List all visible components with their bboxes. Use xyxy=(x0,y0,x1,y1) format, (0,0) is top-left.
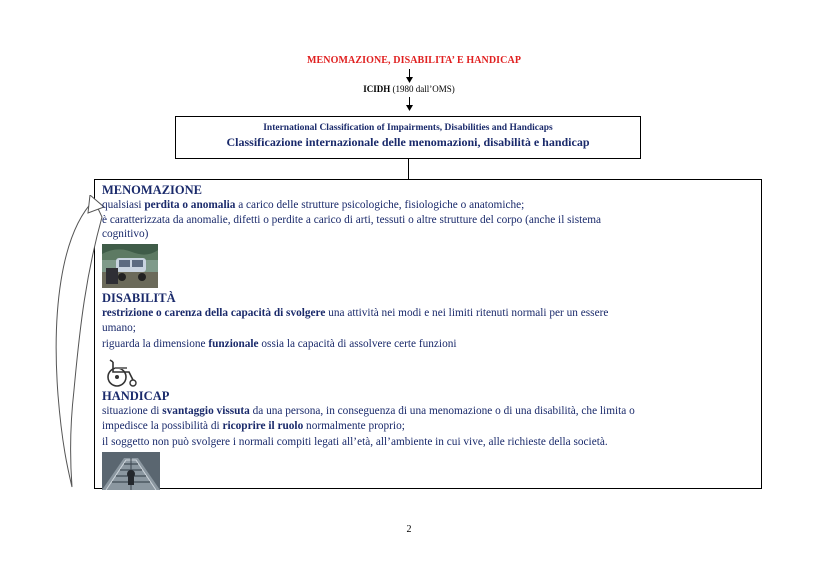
classification-italian: Classificazione internazionale delle menomazioni, disabilità e handicap xyxy=(226,135,590,149)
handicap-line-2-pre: impedisce la possibilità di xyxy=(102,420,223,432)
handicap-line-2 xyxy=(102,419,405,433)
menomazione-line-2: è caratterizzata da anomalie, difetti o perdite a carico di arti, tessuti o altre strutture del corpo (anche il sistema xyxy=(102,214,602,226)
connector-line xyxy=(408,159,409,179)
menomazione-line-3: cognitivo) xyxy=(102,228,149,240)
menomazione-line-1 xyxy=(102,198,524,212)
menomazione-line-1-post: a carico delle strutture psicologiche, fisiologiche o anatomiche; xyxy=(235,199,525,211)
handicap-line-3: il soggetto non può svolgere i normali compiti legati all’età, all’ambiente in cui vive, alle richieste della società. xyxy=(102,436,608,448)
classification-english: International Classification of Impairments, Disabilities and Handicaps xyxy=(263,123,553,133)
menomazione-keyword: perdita o anomalia xyxy=(144,199,236,211)
menomazione-photo xyxy=(102,244,158,288)
handicap-line-1 xyxy=(102,404,635,418)
document-title: MENOMAZIONE, DISABILITA’ E HANDICAP xyxy=(306,55,522,66)
disabilita-keyword: restrizione o carenza della capacità di svolgere xyxy=(102,307,326,319)
page-number: 2 xyxy=(406,524,412,535)
handicap-keyword: svantaggio vissuta xyxy=(162,405,250,417)
icidh-year: (1980 dall’OMS) xyxy=(390,84,455,94)
arrow-down-icon xyxy=(405,69,414,83)
disabilita-line-2: umano; xyxy=(102,322,136,334)
handicap-photo xyxy=(102,452,160,490)
section-title-handicap: HANDICAP xyxy=(102,389,170,403)
icidh-acronym: ICIDH xyxy=(363,84,391,94)
handicap-line-1-pre: situazione di xyxy=(102,405,163,417)
section-title-menomazione: MENOMAZIONE xyxy=(102,183,202,197)
handicap-line-1-post: da una persona, in conseguenza di una menomazione o di una disabilità, che limita o xyxy=(249,405,635,417)
classification-box xyxy=(175,116,641,159)
disabilita-line-3-post: ossia la capacità di assolvere certe funzioni xyxy=(258,338,457,350)
disabilita-line-3-pre: riguarda la dimensione xyxy=(102,338,209,350)
handicap-keyword-ruolo: ricoprire il ruolo xyxy=(222,420,304,432)
handicap-line-2-post: normalmente proprio; xyxy=(303,420,405,432)
disabilita-line-3 xyxy=(102,337,457,351)
menomazione-line-1-pre: qualsiasi xyxy=(102,199,145,211)
disabilita-line-1 xyxy=(102,306,608,320)
icidh-subtitle xyxy=(0,84,818,94)
curved-arrow-icon xyxy=(50,195,105,495)
section-title-disabilita: DISABILITÀ xyxy=(102,291,176,305)
arrow-down-icon xyxy=(405,97,414,111)
disabilita-keyword-funzionale: funzionale xyxy=(208,338,259,350)
disabilita-line-1-post: una attività nei modi e nei limiti ritenuti normali per un essere xyxy=(325,307,609,319)
wheelchair-icon xyxy=(103,358,141,388)
